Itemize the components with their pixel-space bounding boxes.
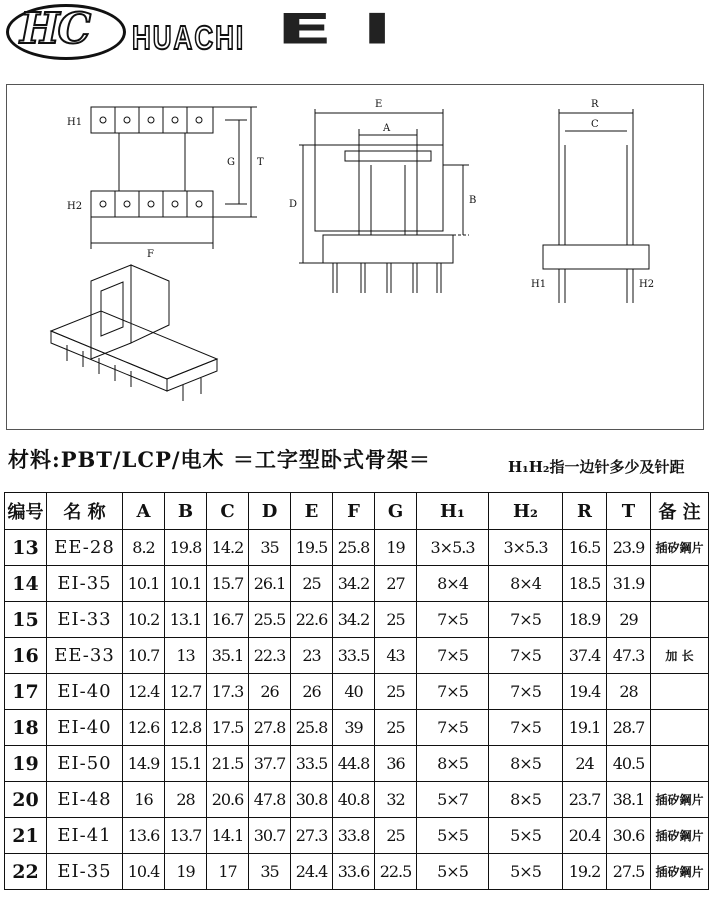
dim-label-f: F xyxy=(147,249,154,260)
column-header: 备 注 xyxy=(651,493,709,530)
dimension-cell: 28 xyxy=(165,782,207,818)
dimension-cell: 29 xyxy=(607,602,651,638)
bobbin-drawings xyxy=(7,85,703,429)
dimension-cell: 30.8 xyxy=(291,782,333,818)
dimension-cell: 34.2 xyxy=(333,602,375,638)
pin-note: H₁H₂指一边针多少及针距 xyxy=(508,458,685,476)
dimension-cell: 17.5 xyxy=(207,710,249,746)
dimension-cell: 25 xyxy=(291,566,333,602)
dimension-cell: 25 xyxy=(375,818,417,854)
part-name: EI-48 xyxy=(47,782,123,818)
remark-cell: 加 长 xyxy=(651,638,709,674)
dimension-cell: 20.6 xyxy=(207,782,249,818)
dimension-cell: 19.5 xyxy=(291,530,333,566)
dimension-cell: 22.6 xyxy=(291,602,333,638)
dimension-cell: 40.8 xyxy=(333,782,375,818)
dimension-cell: 12.7 xyxy=(165,674,207,710)
row-number: 18 xyxy=(5,710,47,746)
dimension-cell: 40 xyxy=(333,674,375,710)
dimension-cell: 20.4 xyxy=(563,818,607,854)
dimension-cell: 5×7 xyxy=(417,782,489,818)
dim-label-a: A xyxy=(383,123,391,134)
dimension-cell: 13.6 xyxy=(123,818,165,854)
brand-logo-mark: HC xyxy=(20,4,90,53)
remark-cell xyxy=(651,566,709,602)
part-name: EI-50 xyxy=(47,746,123,782)
dimension-cell: 27.3 xyxy=(291,818,333,854)
dimension-cell: 10.4 xyxy=(123,854,165,890)
front-view-frame xyxy=(315,145,443,231)
remark-cell xyxy=(651,674,709,710)
remark-cell xyxy=(651,710,709,746)
dim-label-h1: H1 xyxy=(67,117,83,128)
dimension-cell: 8×5 xyxy=(417,746,489,782)
dimension-cell: 19 xyxy=(165,854,207,890)
dimension-cell: 14.9 xyxy=(123,746,165,782)
dimension-cell: 10.1 xyxy=(123,566,165,602)
dim-label-g: G xyxy=(227,157,235,168)
dimension-cell: 33.6 xyxy=(333,854,375,890)
table-row xyxy=(5,854,709,890)
dim-label-t: T xyxy=(257,157,264,168)
dimension-cell: 21.5 xyxy=(207,746,249,782)
dimension-cell: 5×5 xyxy=(417,818,489,854)
dimension-cell: 7×5 xyxy=(489,674,563,710)
dimension-cell: 14.1 xyxy=(207,818,249,854)
dimension-cell: 40.5 xyxy=(607,746,651,782)
dimension-cell: 33.8 xyxy=(333,818,375,854)
dimension-cell: 8×5 xyxy=(489,746,563,782)
dimension-cell: 25.5 xyxy=(249,602,291,638)
remark-cell: 插矽鋼片 xyxy=(651,530,709,566)
dimension-cell: 12.4 xyxy=(123,674,165,710)
dimension-cell: 25.8 xyxy=(333,530,375,566)
dimension-cell: 25.8 xyxy=(291,710,333,746)
dimension-cell: 19.4 xyxy=(563,674,607,710)
dimension-cell: 23 xyxy=(291,638,333,674)
dimension-cell: 23.7 xyxy=(563,782,607,818)
dimension-cell: 27 xyxy=(375,566,417,602)
dimension-cell: 33.5 xyxy=(291,746,333,782)
dimension-cell: 26 xyxy=(291,674,333,710)
dimension-cell: 19.8 xyxy=(165,530,207,566)
dimension-cell: 15.7 xyxy=(207,566,249,602)
part-name: EI-41 xyxy=(47,818,123,854)
table-row xyxy=(5,638,709,674)
dim-label-d: D xyxy=(289,199,298,210)
dimension-cell: 13.7 xyxy=(165,818,207,854)
dimension-cell: 19.2 xyxy=(563,854,607,890)
dimension-cell: 47.3 xyxy=(607,638,651,674)
column-header: R xyxy=(563,493,607,530)
row-number: 16 xyxy=(5,638,47,674)
dimension-cell: 30.7 xyxy=(249,818,291,854)
dimension-cell: 23.9 xyxy=(607,530,651,566)
dim-label-c: C xyxy=(591,119,599,130)
remark-cell: 插矽鋼片 xyxy=(651,854,709,890)
row-number: 20 xyxy=(5,782,47,818)
dimension-cell: 5×5 xyxy=(417,854,489,890)
dimension-cell: 5×5 xyxy=(489,818,563,854)
part-name: EI-33 xyxy=(47,602,123,638)
part-name: EI-35 xyxy=(47,566,123,602)
dimension-cell: 19 xyxy=(375,530,417,566)
column-header: D xyxy=(249,493,291,530)
dimension-cell: 44.8 xyxy=(333,746,375,782)
dim-label-e: E xyxy=(375,99,383,110)
table-row xyxy=(5,530,709,566)
row-number: 17 xyxy=(5,674,47,710)
column-header: E xyxy=(291,493,333,530)
dimension-cell: 19.1 xyxy=(563,710,607,746)
dimension-cell: 38.1 xyxy=(607,782,651,818)
column-header: T xyxy=(607,493,651,530)
column-header: F xyxy=(333,493,375,530)
column-header: H₁ xyxy=(417,493,489,530)
row-number: 13 xyxy=(5,530,47,566)
part-name: EE-28 xyxy=(47,530,123,566)
part-name: EI-40 xyxy=(47,710,123,746)
column-header: 编号 xyxy=(5,493,47,530)
material-line: 材料:PBT/LCP/电木 ＝工字型卧式骨架＝ xyxy=(8,447,431,472)
dimension-cell: 8×4 xyxy=(489,566,563,602)
dimension-cell: 17.3 xyxy=(207,674,249,710)
dimension-cell: 31.9 xyxy=(607,566,651,602)
dimension-cell: 28.7 xyxy=(607,710,651,746)
technical-drawing xyxy=(6,84,704,430)
dim-label-side-h1: H1 xyxy=(531,279,547,290)
table-row xyxy=(5,746,709,782)
dimension-cell: 8.2 xyxy=(123,530,165,566)
top-view-lower-flange xyxy=(91,191,213,217)
series-title: EI xyxy=(276,6,422,54)
dimension-cell: 18.5 xyxy=(563,566,607,602)
column-header: A xyxy=(123,493,165,530)
table-row xyxy=(5,566,709,602)
dimension-cell: 37.7 xyxy=(249,746,291,782)
dimension-cell: 17 xyxy=(207,854,249,890)
part-name: EI-35 xyxy=(47,854,123,890)
dimension-cell: 26 xyxy=(249,674,291,710)
dimension-cell: 7×5 xyxy=(417,638,489,674)
row-number: 15 xyxy=(5,602,47,638)
column-header: 名 称 xyxy=(47,493,123,530)
top-view-upper-flange xyxy=(91,107,213,133)
row-number: 14 xyxy=(5,566,47,602)
dimension-cell: 28 xyxy=(607,674,651,710)
dim-label-b: B xyxy=(469,195,477,206)
brand-company-name: HUACHI xyxy=(132,18,246,57)
dimension-cell: 3×5.3 xyxy=(417,530,489,566)
dimension-cell: 7×5 xyxy=(489,638,563,674)
remark-cell xyxy=(651,602,709,638)
dimension-cell: 13 xyxy=(165,638,207,674)
dimension-cell: 18.9 xyxy=(563,602,607,638)
dimension-cell: 24.4 xyxy=(291,854,333,890)
dimension-cell: 35 xyxy=(249,530,291,566)
dimension-cell: 39 xyxy=(333,710,375,746)
spec-table xyxy=(4,492,709,890)
dimension-cell: 7×5 xyxy=(489,710,563,746)
dimension-cell: 16 xyxy=(123,782,165,818)
table-row xyxy=(5,818,709,854)
table-row xyxy=(5,674,709,710)
dimension-cell: 26.1 xyxy=(249,566,291,602)
dim-label-h2: H2 xyxy=(67,201,83,212)
dimension-cell: 25 xyxy=(375,710,417,746)
dimension-cell: 12.6 xyxy=(123,710,165,746)
row-number: 21 xyxy=(5,818,47,854)
column-header: C xyxy=(207,493,249,530)
dimension-cell: 43 xyxy=(375,638,417,674)
part-name: EI-40 xyxy=(47,674,123,710)
table-row xyxy=(5,782,709,818)
dimension-cell: 7×5 xyxy=(417,710,489,746)
dimension-cell: 10.2 xyxy=(123,602,165,638)
dimension-cell: 12.8 xyxy=(165,710,207,746)
column-header: G xyxy=(375,493,417,530)
remark-cell: 插矽鋼片 xyxy=(651,818,709,854)
dimension-cell: 14.2 xyxy=(207,530,249,566)
row-number: 22 xyxy=(5,854,47,890)
dimension-cell: 16.5 xyxy=(563,530,607,566)
dimension-cell: 7×5 xyxy=(417,674,489,710)
dimension-cell: 5×5 xyxy=(489,854,563,890)
dimension-cell: 47.8 xyxy=(249,782,291,818)
dimension-cell: 10.1 xyxy=(165,566,207,602)
brand-header xyxy=(0,0,712,72)
column-header: B xyxy=(165,493,207,530)
remark-cell: 插矽鋼片 xyxy=(651,782,709,818)
dimension-cell: 24 xyxy=(563,746,607,782)
iso-flange xyxy=(91,265,131,359)
table-header-row xyxy=(5,493,709,530)
column-header: H₂ xyxy=(489,493,563,530)
dimension-cell: 3×5.3 xyxy=(489,530,563,566)
dimension-cell: 10.7 xyxy=(123,638,165,674)
table-row xyxy=(5,602,709,638)
dimension-cell: 22.5 xyxy=(375,854,417,890)
dimension-cell: 35.1 xyxy=(207,638,249,674)
dimension-cell: 7×5 xyxy=(417,602,489,638)
dimension-cell: 15.1 xyxy=(165,746,207,782)
dimension-cell: 22.3 xyxy=(249,638,291,674)
dimension-cell: 36 xyxy=(375,746,417,782)
row-number: 19 xyxy=(5,746,47,782)
table-row xyxy=(5,710,709,746)
dimension-cell: 8×4 xyxy=(417,566,489,602)
dimension-cell: 16.7 xyxy=(207,602,249,638)
dimension-cell: 32 xyxy=(375,782,417,818)
dimension-cell: 35 xyxy=(249,854,291,890)
dimension-cell: 27.5 xyxy=(607,854,651,890)
dimension-cell: 27.8 xyxy=(249,710,291,746)
dimension-cell: 8×5 xyxy=(489,782,563,818)
dim-label-side-h2: H2 xyxy=(639,279,655,290)
dimension-cell: 33.5 xyxy=(333,638,375,674)
dimension-cell: 13.1 xyxy=(165,602,207,638)
dimension-cell: 25 xyxy=(375,674,417,710)
dimension-cell: 37.4 xyxy=(563,638,607,674)
part-name: EE-33 xyxy=(47,638,123,674)
dimension-cell: 30.6 xyxy=(607,818,651,854)
dimension-cell: 34.2 xyxy=(333,566,375,602)
remark-cell xyxy=(651,746,709,782)
dimension-cell: 7×5 xyxy=(489,602,563,638)
dim-label-r: R xyxy=(591,99,599,110)
dimension-cell: 25 xyxy=(375,602,417,638)
